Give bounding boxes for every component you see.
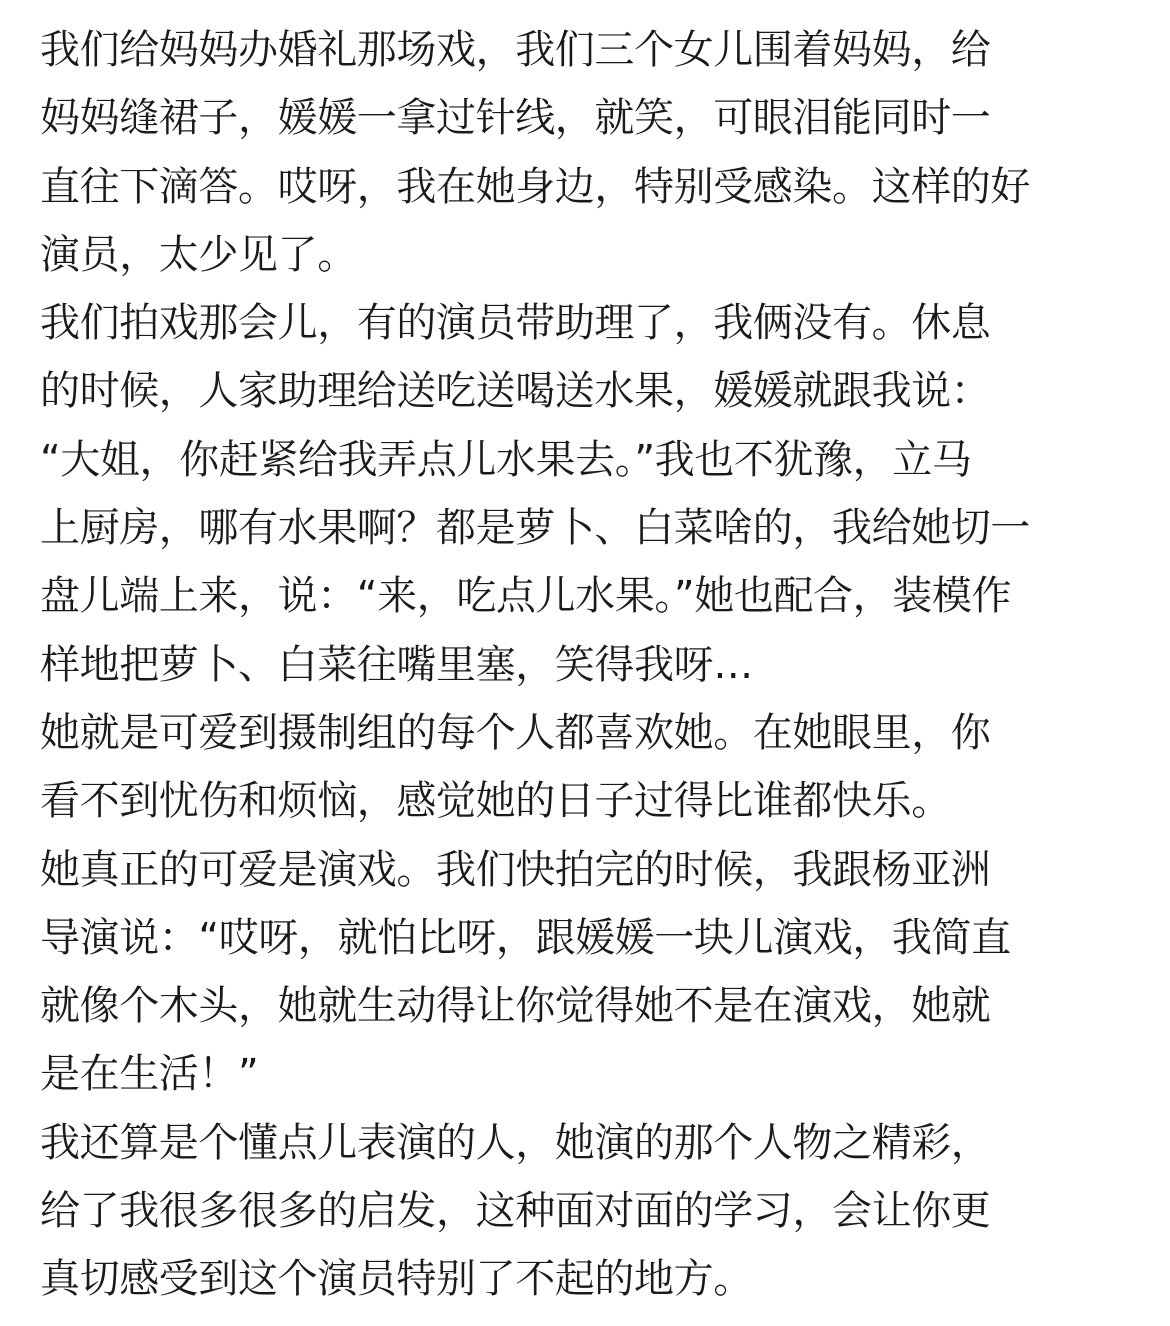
- text-line: 样地把萝卜、白菜往嘴里塞，笑得我呀…: [40, 641, 753, 688]
- text-line: 我们给妈妈办婚礼那场戏，我们三个女儿围着妈妈，给: [40, 27, 991, 73]
- text-line: 我们拍戏那会儿，有的演员带助理了，我俩没有。休息: [40, 300, 991, 347]
- text-line: 我还算是个懂点儿表演的人，她演的那个人物之精彩，: [40, 1119, 991, 1166]
- text-line: 导演说：“哎呀，就怕比呀，跟媛媛一块儿演戏，我简直: [40, 914, 1011, 961]
- text-line: 看不到忧伤和烦恼，感觉她的日子过得比谁都快乐。: [40, 778, 951, 825]
- text-line: 给了我很多很多的启发，这种面对面的学习，会让你更: [40, 1188, 991, 1235]
- text-line: 的时候，人家助理给送吃送喝送水果，媛媛就跟我说：: [40, 368, 991, 415]
- text-line: 就像个木头，她就生动得让你觉得她不是在演戏，她就: [40, 983, 991, 1030]
- text-line: 上厨房，哪有水果啊？都是萝卜、白菜啥的，我给她切一: [40, 505, 1030, 552]
- text-line: 妈妈缝裙子，媛媛一拿过针线，就笑，可眼泪能同时一: [40, 95, 991, 142]
- text-line: 她就是可爱到摄制组的每个人都喜欢她。在她眼里，你: [40, 709, 991, 756]
- text-line: 是在生活！”: [40, 1051, 259, 1098]
- text-line: 演员，太少见了。: [40, 231, 357, 278]
- text-line: 盘儿端上来，说：“来，吃点儿水果。”她也配合，装模作: [40, 573, 1012, 620]
- text-line: 直往下滴答。哎呀，我在她身边，特别受感染。这样的好: [40, 163, 1030, 210]
- text-line: “大姐，你赶紧给我弄点儿水果去。”我也不犹豫，立马: [40, 436, 972, 483]
- text-line: 她真正的可爱是演戏。我们快拍完的时候，我跟杨亚洲: [40, 846, 991, 893]
- text-line: 真切感受到这个演员特别了不起的地方。: [40, 1256, 753, 1303]
